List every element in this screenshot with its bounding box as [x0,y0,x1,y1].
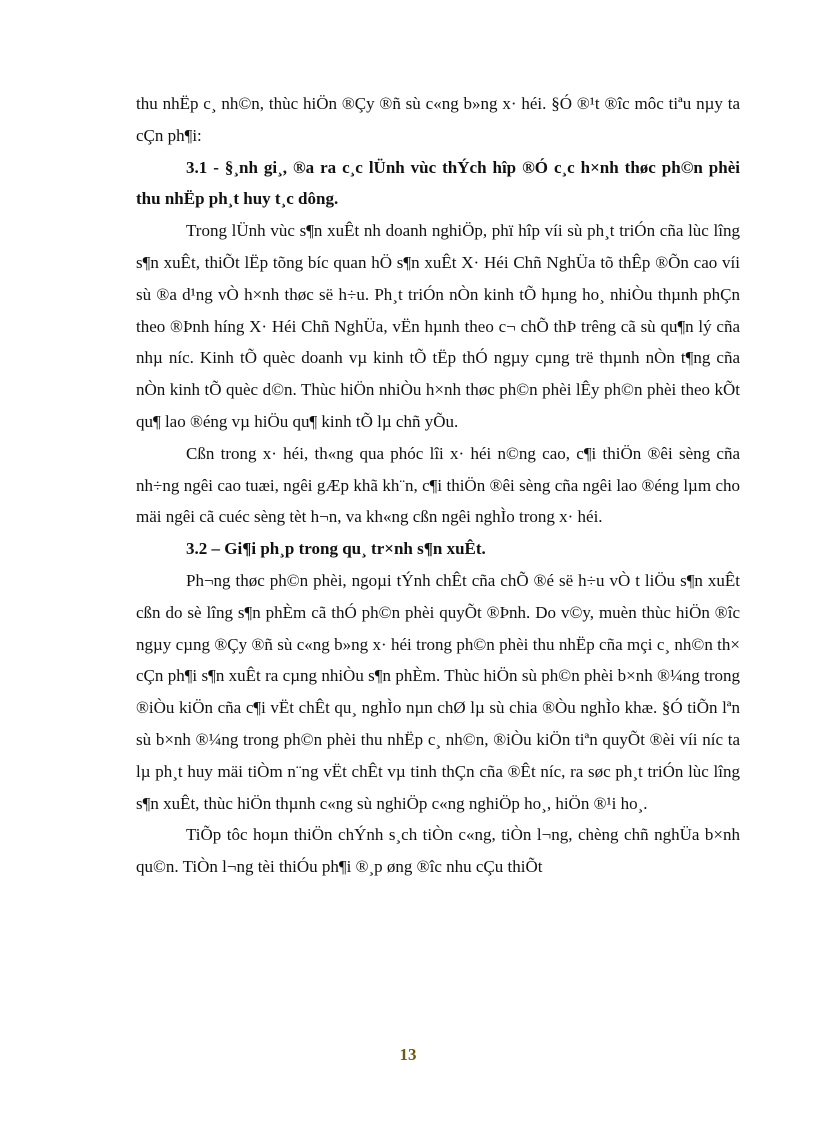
paragraph-5: TiÕp tôc hoµn thiÖn chÝnh s¸ch tiÒn c«ng, tiÒn l¬ng, chèng chñ nghÜa b×nh qu©n. TiÒn l¬ng tèi thiÓu ph¶i ®¸p øng ®îc nhu cÇu thiÕt [136,825,740,877]
paragraph-4: Ph¬ng thøc ph©n phèi, ngoµi tÝnh chÊt cña chÕ ®é së h÷u vÒ t liÖu s¶n xuÊt cßn do sè lîng s¶n phÈm cã thÓ ph©n phèi quyÕt ®Þnh. Do v©y, muèn thùc hiÖn ®îc ngµy cµng ®Çy ®ñ sù c«ng b»ng x· héi trong ph©n phèi thu nhËp cña mçi c¸ nh©n th× cÇn ph¶i s¶n xuÊt ra cµng nhiÒu s¶n phÈm. Thùc hiÖn sù ph©n phèi b×nh ®¼ng trong ®iÒu kiÖn cña c¶i vËt chÊt qu¸ nghÌo nµn chØ lµ sù chia ®Òu nghÌo khæ. §Ó tiÕn lªn sù b×nh ®¼ng trong ph©n phèi thu nhËp c¸ nh©n, ®iÒu kiÖn tiªn quyÕt ®èi víi níc ta lµ ph¸t huy mäi tiÒm n¨ng vËt chÊt vµ tinh thÇn cña ®Êt níc, ra søc ph¸t triÓn lùc lîng s¶n xuÊt, thùc hiÖn thµnh c«ng sù nghiÖp c«ng nghiÖp ho¸, hiÖn ®¹i ho¸. [136,570,740,813]
paragraph-1: thu nhËp c¸ nh©n, thùc hiÖn ®Çy ®ñ sù c«ng b»ng x· héi. §Ó ®¹t ®îc môc tiªu nµy ta cÇn ph¶i: [136,94,740,145]
document-body [136,88,740,883]
page-number: 13 [399,1045,417,1064]
paragraph-3: Cßn trong x· héi, th«ng qua phóc lîi x· héi n©ng cao, c¶i thiÖn ®êi sèng cña nh÷ng ngêi cao tuæi, ngêi gÆp khã kh¨n, c¶i thiÖn ®êi sèng cña ngêi lao ®éng lµm cho mäi ngêi cã cuéc sèng tèt h¬n, va kh«ng cßn ngêi nghÌo trong x· héi. [136,443,740,527]
section-heading-3-1: 3.1 - §¸nh gi¸, ®a ra c¸c lÜnh vùc thÝch hîp ®Ó c¸c h×nh thøc ph©n phèi thu nhËp ph¸t huy t¸c dông. [136,157,740,209]
paragraph-2: Trong lÜnh vùc s¶n xuÊt nh doanh nghiÖp, phï hîp víi sù ph¸t triÓn cña lùc lîng s¶n xuÊt, thiÕt lËp tõng bíc quan hÖ s¶n xuÊt X· Héi Chñ NghÜa tõ thÊp ®Õn cao víi sù ®a d¹ng vÒ h×nh thøc së h÷u. Ph¸t triÓn nÒn kinh tÕ hµng ho¸ nhiÒu thµnh phÇn theo ®Þnh híng X· Héi Chñ NghÜa, vËn hµnh theo c¬ chÕ thÞ trêng cã sù qu¶n lý cña nhµ níc. Kinh tÕ quèc doanh vµ kinh tÕ tËp thÓ ngµy cµng trë thµnh nÒn t¶ng cña nÒn kinh tÕ quèc d©n. Thùc hiÖn nhiÒu h×nh thøc ph©n phèi lÊy ph©n phèi theo kÕt qu¶ lao ®éng vµ hiÖu qu¶ kinh tÕ lµ chñ yÕu. [136,221,740,431]
section-heading-3-2: 3.2 – Gi¶i ph¸p trong qu¸ tr×nh s¶n xuÊt. [186,539,486,559]
